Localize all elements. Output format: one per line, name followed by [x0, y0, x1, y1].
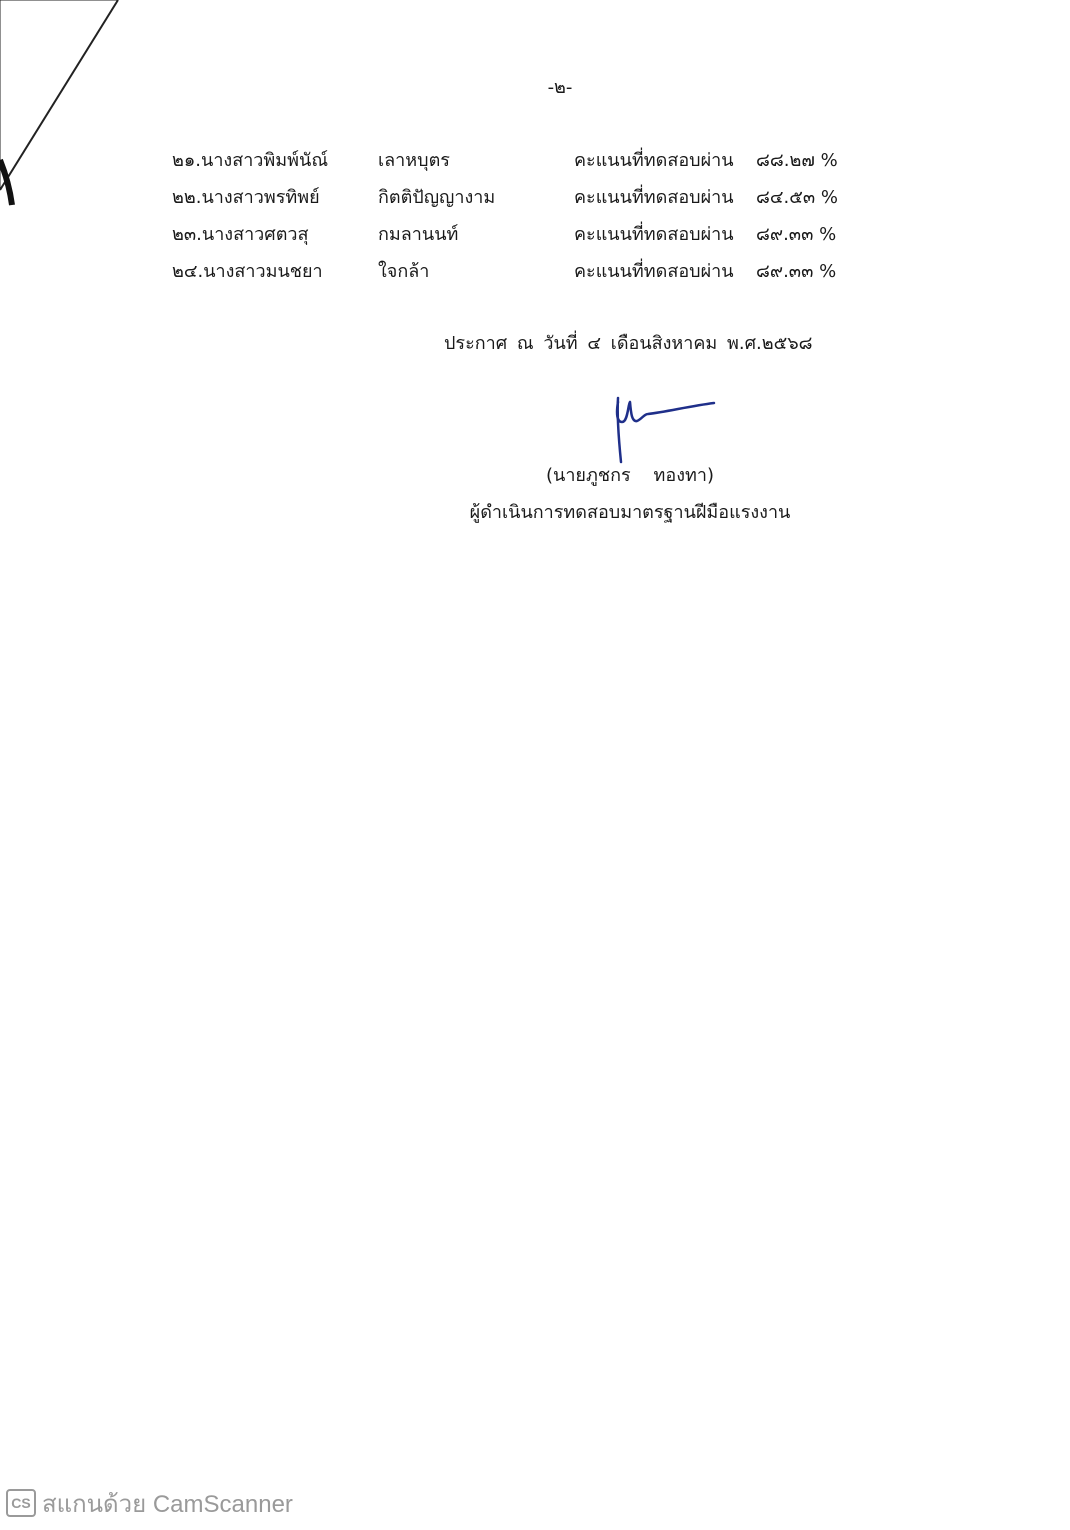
- list-item: [172, 216, 872, 253]
- page-corner-fold: [0, 0, 120, 220]
- candidate-name: ๒๑.นางสาวพิมพ์นัณ์: [172, 150, 329, 171]
- list-item: [172, 142, 872, 179]
- candidate-name: ๒๔.นางสาวมนชยา: [172, 261, 323, 282]
- announcement-date: ประกาศ ณ วันที่ ๔ เดือนสิงหาคม พ.ศ.๒๕๖๘: [444, 333, 813, 354]
- candidate-surname: ใจกล้า: [378, 261, 430, 282]
- list-item: [172, 253, 872, 290]
- candidate-name: ๒๒.นางสาวพรทิพย์: [172, 187, 320, 208]
- signer-name: (นายภูชกร ทองทา): [546, 465, 714, 486]
- candidate-surname: เลาหบุตร: [378, 150, 450, 171]
- page-number: -๒-: [547, 77, 573, 98]
- candidate-surname: กมลานนท์: [378, 224, 459, 245]
- list-item: [172, 179, 872, 216]
- score-label: คะแนนที่ทดสอบผ่าน: [574, 187, 734, 208]
- score-label: คะแนนที่ทดสอบผ่าน: [574, 261, 734, 282]
- score-value: ๘๙.๓๓ %: [756, 224, 837, 245]
- results-list: [172, 142, 872, 290]
- candidate-name: ๒๓.นางสาวศตวสุ: [172, 224, 309, 245]
- signer-title: ผู้ดำเนินการทดสอบมาตรฐานฝีมือแรงงาน: [469, 502, 791, 523]
- candidate-surname: กิตติปัญญางาม: [378, 187, 496, 208]
- watermark-text: สแกนด้วย CamScanner: [42, 1490, 293, 1518]
- score-value: ๘๔.๕๓ %: [756, 187, 838, 208]
- camscanner-logo-icon: CS: [6, 1489, 36, 1517]
- camscanner-watermark: [6, 1486, 293, 1520]
- score-value: ๘๘.๒๗ %: [756, 150, 838, 171]
- score-value: ๘๙.๓๓ %: [756, 261, 837, 282]
- score-label: คะแนนที่ทดสอบผ่าน: [574, 150, 734, 171]
- score-label: คะแนนที่ทดสอบผ่าน: [574, 224, 734, 245]
- handwritten-signature: [604, 392, 724, 470]
